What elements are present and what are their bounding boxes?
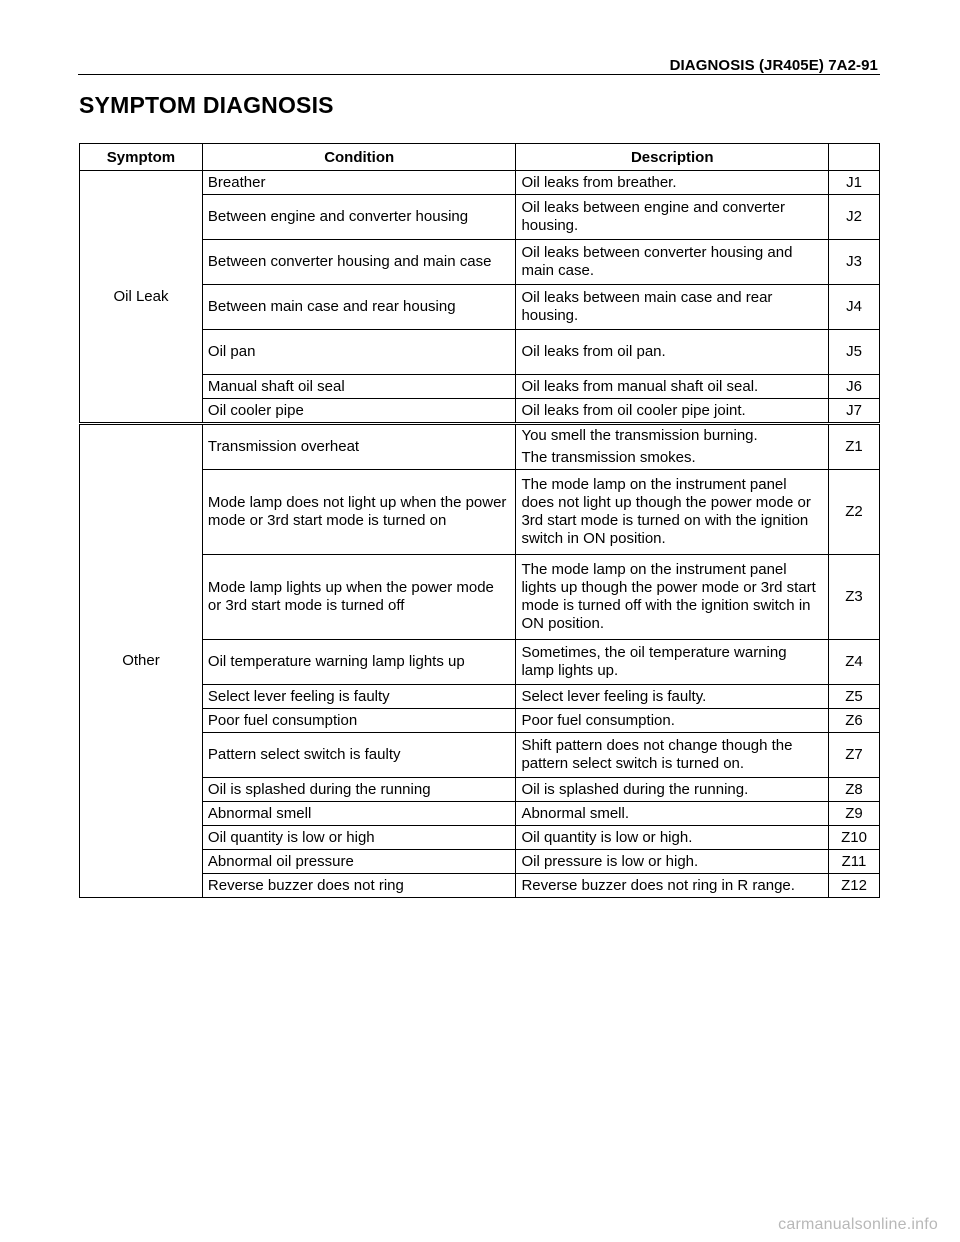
watermark: carmanualsonline.info — [778, 1216, 938, 1233]
description-cell: Oil leaks from oil cooler pipe joint. — [516, 399, 829, 424]
description-cell: Oil leaks between main case and rear housing. — [516, 285, 829, 330]
code-cell: Z1 — [829, 424, 880, 470]
description-cell: Select lever feeling is faulty. — [516, 685, 829, 709]
symptom-diagnosis-table — [79, 143, 880, 898]
symptom-cell-other: Other — [80, 424, 203, 898]
description-cell: Oil leaks between converter housing and main case. — [516, 240, 829, 285]
code-cell: Z2 — [829, 470, 880, 555]
code-cell: J1 — [829, 171, 880, 195]
running-header: DIAGNOSIS (JR405E) 7A2-91 — [669, 57, 878, 74]
column-header-description: Description — [516, 144, 829, 171]
description-cell: Shift pattern does not change though the pattern select switch is turned on. — [516, 733, 829, 778]
condition-cell: Oil pan — [202, 330, 516, 375]
condition-cell: Poor fuel consumption — [202, 709, 516, 733]
description-cell: Oil leaks between engine and converter housing. — [516, 195, 829, 240]
code-cell: J4 — [829, 285, 880, 330]
condition-cell: Oil quantity is low or high — [202, 826, 516, 850]
condition-cell: Between engine and converter housing — [202, 195, 516, 240]
condition-cell: Reverse buzzer does not ring — [202, 874, 516, 898]
header-rule — [78, 74, 880, 75]
code-cell: Z5 — [829, 685, 880, 709]
code-cell: J6 — [829, 375, 880, 399]
column-header-condition: Condition — [202, 144, 516, 171]
code-cell: Z11 — [829, 850, 880, 874]
condition-cell: Abnormal smell — [202, 802, 516, 826]
condition-cell: Between converter housing and main case — [202, 240, 516, 285]
description-line-1: You smell the transmission burning. — [521, 427, 758, 444]
description-cell: Oil leaks from breather. — [516, 171, 829, 195]
condition-cell: Pattern select switch is faulty — [202, 733, 516, 778]
code-cell: Z10 — [829, 826, 880, 850]
description-cell: Reverse buzzer does not ring in R range. — [516, 874, 829, 898]
code-cell: Z9 — [829, 802, 880, 826]
condition-cell: Abnormal oil pressure — [202, 850, 516, 874]
page-title: SYMPTOM DIAGNOSIS — [79, 92, 334, 118]
description-cell: The mode lamp on the instrument panel does not light up though the power mode or 3rd start mode is turned on with the ignition switch in ON position. — [516, 470, 829, 555]
table-row — [80, 424, 880, 470]
condition-cell: Mode lamp lights up when the power mode or 3rd start mode is turned off — [202, 555, 516, 640]
condition-cell: Oil cooler pipe — [202, 399, 516, 424]
column-header-code — [829, 144, 880, 171]
description-cell: Abnormal smell. — [516, 802, 829, 826]
condition-cell: Mode lamp does not light up when the power mode or 3rd start mode is turned on — [202, 470, 516, 555]
condition-cell: Oil temperature warning lamp lights up — [202, 640, 516, 685]
table-row — [80, 171, 880, 195]
symptom-cell-oil-leak: Oil Leak — [80, 171, 203, 424]
condition-cell: Oil is splashed during the running — [202, 778, 516, 802]
condition-cell: Between main case and rear housing — [202, 285, 516, 330]
condition-cell: Select lever feeling is faulty — [202, 685, 516, 709]
code-cell: Z12 — [829, 874, 880, 898]
code-cell: Z4 — [829, 640, 880, 685]
description-cell: Sometimes, the oil temperature warning lamp lights up. — [516, 640, 829, 685]
code-cell: J5 — [829, 330, 880, 375]
condition-cell: Manual shaft oil seal — [202, 375, 516, 399]
code-cell: Z3 — [829, 555, 880, 640]
description-cell: The mode lamp on the instrument panel lights up though the power mode or 3rd start mode is turned off with the ignition switch in ON position. — [516, 555, 829, 640]
table-header-row — [80, 144, 880, 171]
code-cell: J2 — [829, 195, 880, 240]
condition-cell: Breather — [202, 171, 516, 195]
code-cell: Z7 — [829, 733, 880, 778]
description-cell: Poor fuel consumption. — [516, 709, 829, 733]
column-header-symptom: Symptom — [80, 144, 203, 171]
code-cell: J7 — [829, 399, 880, 424]
code-cell: Z6 — [829, 709, 880, 733]
description-line-2: The transmission smokes. — [521, 449, 696, 466]
description-cell: Oil quantity is low or high. — [516, 826, 829, 850]
description-cell: Oil pressure is low or high. — [516, 850, 829, 874]
condition-cell: Transmission overheat — [202, 424, 516, 470]
description-cell — [516, 424, 829, 470]
code-cell: J3 — [829, 240, 880, 285]
description-cell: Oil is splashed during the running. — [516, 778, 829, 802]
description-cell: Oil leaks from oil pan. — [516, 330, 829, 375]
code-cell: Z8 — [829, 778, 880, 802]
description-cell: Oil leaks from manual shaft oil seal. — [516, 375, 829, 399]
